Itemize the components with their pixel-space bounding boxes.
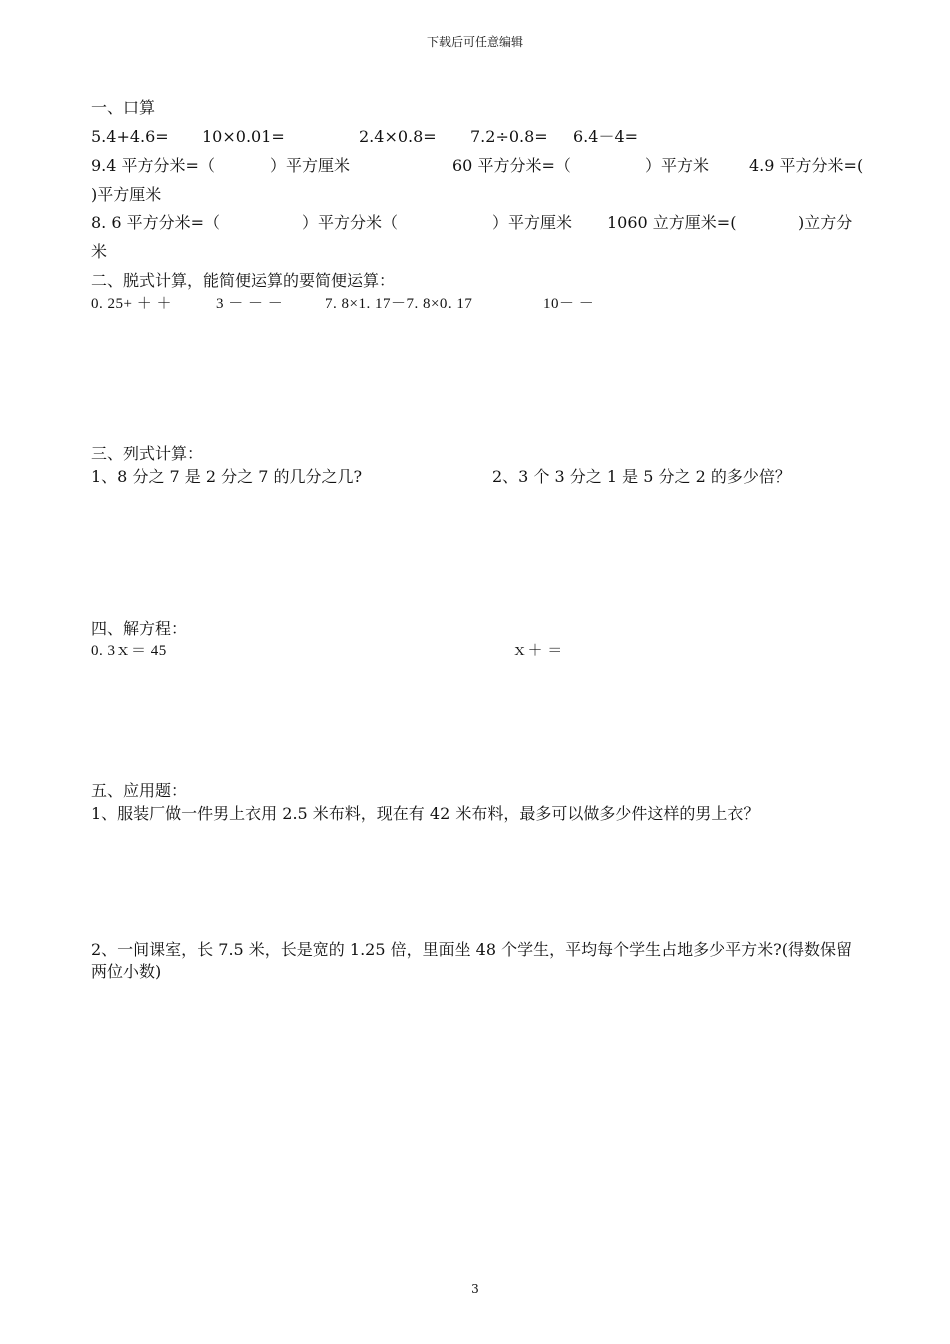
unit-conversion-text: )平方厘米 [91,185,162,204]
calc-expression: 7. 8×1. 17－7. 8×0. 17 [325,296,473,312]
word-problem: 两位小数) [91,962,162,981]
unit-conversion-text: ）平方厘米 [492,213,573,232]
unit-conversion-text: 8. 6 平方分米=（ [91,213,221,232]
equation: 0. 3ｘ＝ 45 [91,643,167,659]
word-problem: 2、3 个 3 分之 1 是 5 分之 2 的多少倍？ [492,467,791,486]
section1-title: 一、口算 [91,98,156,117]
calc-expression: 3 － － － [216,296,284,312]
mental-math-item: 2.4×0.8= [359,127,437,146]
page-number: 3 [471,1282,479,1296]
mental-math-item: 7.2÷0.8= [470,127,548,146]
unit-conversion-text: ）平方厘米 [270,156,351,175]
word-problem: 2、一间课室，长 7.5 米，长是宽的 1.25 倍，里面坐 48 个学生，平均每个学生占地多少平方米?(得数保留 [91,940,852,959]
page-header: 下载后可任意编辑 [426,35,523,49]
section2-title: 二、脱式计算，能简便运算的要简便运算： [91,271,396,290]
unit-conversion-text: )立方分 [798,213,853,232]
mental-math-item: 6.4－4= [573,127,639,146]
section5-title: 五、应用题： [91,781,188,800]
unit-conversion-text: 1060 立方厘米=( [607,213,737,232]
calc-expression: 10－ － [543,296,595,312]
unit-conversion-text: 60 平方分米=（ [452,156,571,175]
word-problem: 1、8 分之 7 是 2 分之 7 的几分之几? [91,467,363,486]
section3-title: 三、列式计算： [91,444,204,463]
section4-title: 四、解方程： [91,619,188,638]
unit-conversion-text: 米 [91,242,108,261]
calc-expression: 0. 25+ ＋ ＋ [91,296,172,312]
mental-math-item: 10×0.01= [202,127,285,146]
unit-conversion-text: ）平方米 [645,156,710,175]
unit-conversion-text: ）平方分米（ [302,213,399,232]
unit-conversion-text: 9.4 平方分米=（ [91,156,215,175]
equation: ｘ＋ ＝ [512,643,563,659]
unit-conversion-text: 4.9 平方分米=( [749,156,864,175]
mental-math-item: 5.4+4.6= [91,127,169,146]
word-problem: 1、服装厂做一件男上衣用 2.5 米布料，现在有 42 米布料，最多可以做多少件这样的男上衣？ [91,804,760,823]
